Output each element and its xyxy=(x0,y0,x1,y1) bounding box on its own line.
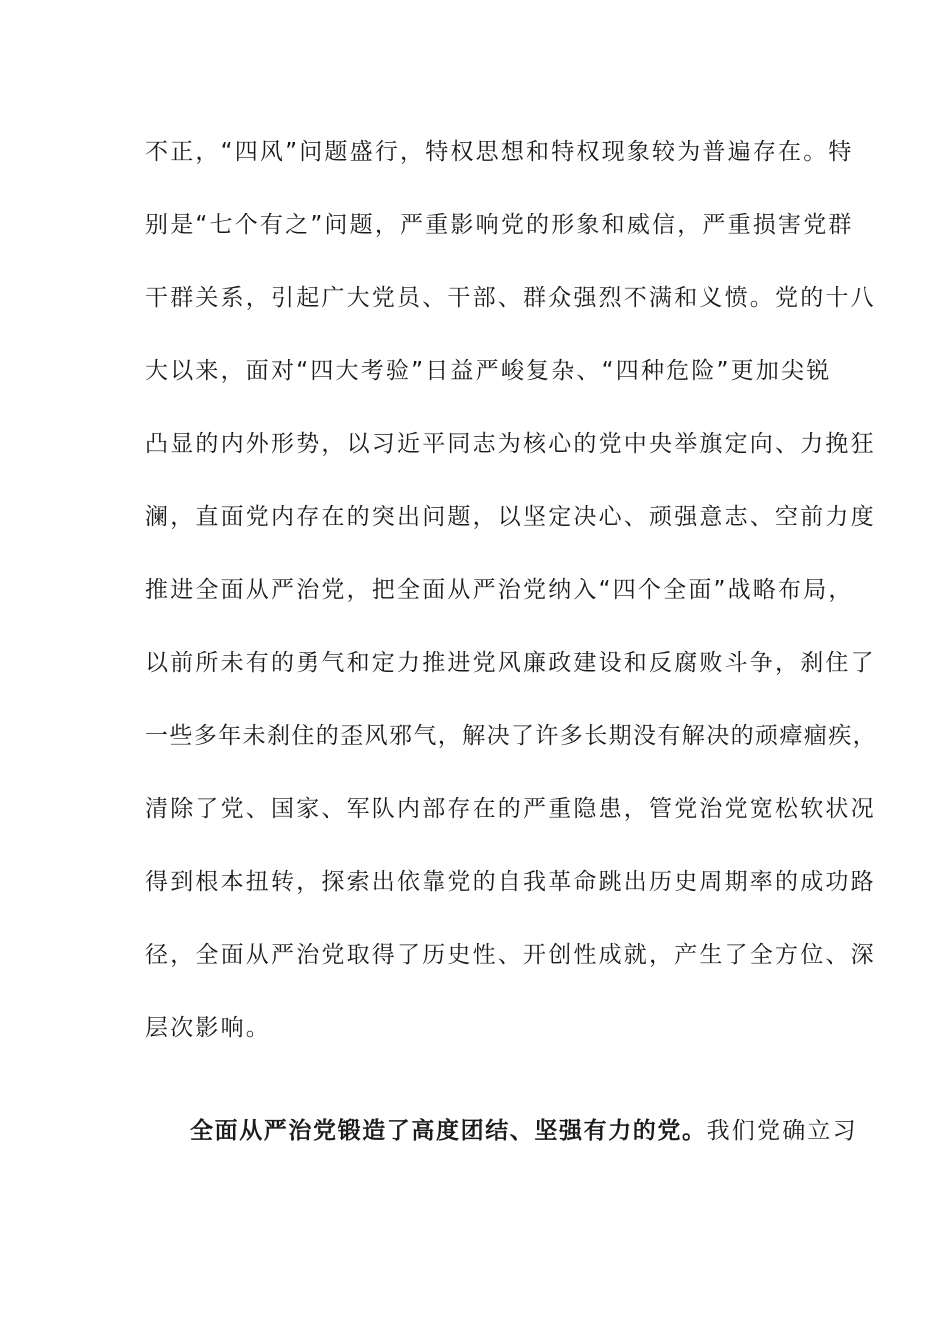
text-line: 层次影响。 xyxy=(145,1015,271,1041)
text-line: 清除了党、国家、军队内部存在的严重隐患，管党治党宽松软状况 xyxy=(145,796,876,822)
text-run: 我们党确立习 xyxy=(706,1118,858,1144)
text-line: 大以来，面对“四大考验”日益严峻复杂、“四种危险”更加尖锐 xyxy=(145,358,832,384)
paragraph-heading-line xyxy=(190,1116,858,1146)
text-line: 径，全面从严治党取得了历史性、开创性成就，产生了全方位、深 xyxy=(145,942,876,968)
bold-lead-sentence: 全面从严治党锻造了高度团结、坚强有力的党。 xyxy=(190,1118,707,1144)
text-line: 推进全面从严治党，把全面从严治党纳入“四个全面”战略布局， xyxy=(145,577,854,603)
text-line: 干群关系，引起广大党员、干部、群众强烈不满和义愤。党的十八 xyxy=(145,285,876,311)
text-line: 别是“七个有之”问题，严重影响党的形象和威信，严重损害党群 xyxy=(145,212,854,238)
text-line: 以前所未有的勇气和定力推进党风廉政建设和反腐败斗争，刹住了 xyxy=(145,650,876,676)
text-line: 得到根本扭转，探索出依靠党的自我革命跳出历史周期率的成功路 xyxy=(145,869,876,895)
text-line: 不正，“四风”问题盛行，特权思想和特权现象较为普遍存在。特 xyxy=(145,139,854,165)
text-line: 澜，直面党内存在的突出问题，以坚定决心、顽强意志、空前力度 xyxy=(145,504,876,530)
text-line: 一些多年未刹住的歪风邪气，解决了许多长期没有解决的顽瘴痼疾， xyxy=(145,723,877,749)
text-line: 凸显的内外形势，以习近平同志为核心的党中央举旗定向、力挽狂 xyxy=(145,431,876,457)
